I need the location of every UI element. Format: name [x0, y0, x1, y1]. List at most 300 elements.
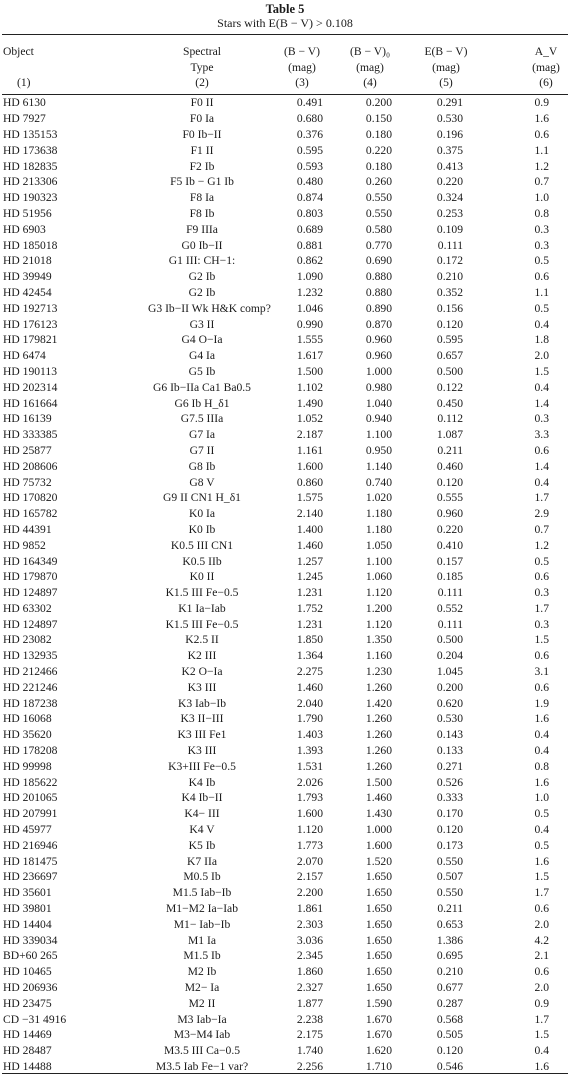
av-cell: 1.9 — [534, 696, 549, 710]
bv0-cell: 0.150 — [365, 112, 392, 126]
header-bv — [272, 44, 332, 91]
ebv-cell: 0.172 — [436, 254, 463, 268]
bv-cell: 2.303 — [296, 917, 323, 931]
header-ebv — [413, 44, 479, 91]
header-object-line3: (1) — [17, 76, 31, 89]
ebv-cell: 0.960 — [436, 507, 463, 521]
spectral-type-cell: G9 II CN1 H_δ1 — [163, 491, 241, 505]
bv0-cell: 1.000 — [365, 823, 392, 837]
av-cell: 0.6 — [534, 902, 549, 916]
bv0-cell: 1.650 — [365, 917, 392, 931]
av-cell: 1.7 — [534, 601, 549, 615]
spectral-type-cell: M2 Ib — [187, 965, 217, 979]
object-cell: HD 213306 — [3, 175, 58, 189]
spectral-type-cell: F0 II — [190, 96, 214, 110]
object-cell: HD 63302 — [3, 601, 52, 615]
spectral-type-cell: K3 II−III — [180, 712, 224, 726]
av-cell: 0.4 — [534, 823, 549, 837]
object-cell: HD 135153 — [3, 127, 58, 141]
av-cell: 0.7 — [534, 522, 549, 536]
ebv-cell: 0.109 — [436, 222, 463, 236]
header-ebv-line1: E(B − V) — [424, 45, 468, 58]
table-row — [0, 395, 570, 411]
bv0-cell: 0.180 — [365, 127, 392, 141]
bv0-cell: 0.960 — [365, 333, 392, 347]
bv0-cell: 1.260 — [365, 744, 392, 758]
bv-cell: 1.403 — [296, 728, 323, 742]
ebv-cell: 0.157 — [436, 554, 463, 568]
av-cell: 0.5 — [534, 838, 549, 852]
av-cell: 0.6 — [534, 570, 549, 584]
bv-cell: 2.200 — [296, 886, 323, 900]
bv-cell: 1.460 — [296, 538, 323, 552]
object-cell: HD 75732 — [3, 475, 52, 489]
table-subtitle: Stars with E(B − V) > 0.108 — [217, 16, 353, 30]
table-row — [0, 837, 570, 853]
table-row — [0, 300, 570, 316]
object-cell: HD 16068 — [3, 712, 52, 726]
bv0-cell: 1.600 — [365, 838, 392, 852]
bv-cell: 3.036 — [296, 933, 323, 947]
av-cell: 1.6 — [534, 712, 549, 726]
bv0-cell: 0.880 — [365, 270, 392, 284]
table-row — [0, 948, 570, 964]
av-cell: 0.4 — [534, 744, 549, 758]
bv0-cell: 1.430 — [365, 807, 392, 821]
av-cell: 0.6 — [534, 649, 549, 663]
bv0-cell: 1.060 — [365, 570, 392, 584]
ebv-cell: 0.657 — [436, 349, 463, 363]
ebv-cell: 0.287 — [436, 996, 463, 1010]
spectral-type-cell: G7.5 IIIa — [180, 412, 224, 426]
bv0-cell: 1.100 — [365, 554, 392, 568]
spectral-type-cell: F8 Ia — [189, 191, 215, 205]
object-cell: HD 35620 — [3, 728, 52, 742]
ebv-cell: 0.550 — [436, 854, 463, 868]
table-row — [0, 332, 570, 348]
bv-cell: 2.070 — [296, 854, 323, 868]
object-cell: HD 179821 — [3, 333, 58, 347]
av-cell: 0.9 — [534, 996, 549, 1010]
ebv-cell: 0.111 — [437, 617, 463, 631]
av-cell: 0.6 — [534, 270, 549, 284]
header-object-line2 — [3, 60, 143, 76]
av-cell: 0.7 — [534, 175, 549, 189]
table-body — [0, 95, 570, 1072]
spectral-type-cell: K7 IIa — [187, 854, 217, 868]
av-cell: 1.7 — [534, 491, 549, 505]
spectral-type-cell: M0.5 Ib — [183, 870, 221, 884]
av-cell: 1.5 — [534, 870, 549, 884]
bottom-rule — [2, 1073, 568, 1074]
table-row — [0, 158, 570, 174]
bv-cell: 1.773 — [296, 838, 323, 852]
spectral-type-cell: G4 Ia — [188, 349, 216, 363]
table-row — [0, 885, 570, 901]
table-row — [0, 869, 570, 885]
av-cell: 0.8 — [534, 759, 549, 773]
bv-cell: 1.790 — [296, 712, 323, 726]
ebv-cell: 1.386 — [436, 933, 463, 947]
object-cell: HD 23082 — [3, 633, 52, 647]
bv0-cell: 1.180 — [365, 522, 392, 536]
spectral-type-cell: M1.5 Iab−Ib — [172, 886, 232, 900]
table-row — [0, 664, 570, 680]
spectral-type-cell: K1.5 III Fe−0.5 — [165, 617, 239, 631]
ebv-cell: 0.555 — [436, 491, 463, 505]
spectral-type-cell: F9 IIIa — [186, 222, 218, 236]
bv-cell: 0.881 — [296, 238, 323, 252]
table-row — [0, 964, 570, 980]
spectral-type-cell: K3+III Fe−0.5 — [168, 759, 236, 773]
object-cell: HD 165782 — [3, 507, 58, 521]
bv-cell: 1.575 — [296, 491, 323, 505]
bv-cell: 0.491 — [296, 96, 323, 110]
header-bv0-line2: (mag) — [356, 60, 384, 74]
ebv-cell: 1.045 — [436, 665, 463, 679]
table-row — [0, 727, 570, 743]
bv-cell: 1.232 — [296, 285, 323, 299]
header-object — [3, 44, 143, 91]
object-cell: HD 182835 — [3, 159, 58, 173]
bv0-cell: 0.550 — [365, 191, 392, 205]
header-bv-line3: (3) — [295, 76, 309, 89]
av-cell: 1.5 — [534, 633, 549, 647]
bv-cell: 0.680 — [296, 112, 323, 126]
bv-cell: 1.617 — [296, 349, 323, 363]
spectral-type-cell: M2− Ia — [184, 981, 220, 995]
object-cell: HD 51956 — [3, 206, 52, 220]
table-row — [0, 490, 570, 506]
ebv-cell: 0.120 — [436, 475, 463, 489]
ebv-cell: 0.530 — [436, 712, 463, 726]
spectral-type-cell: M1 Ia — [187, 933, 216, 947]
bv-cell: 1.861 — [296, 902, 323, 916]
header-spectral-line1: Spectral — [183, 45, 221, 58]
table-row — [0, 616, 570, 632]
spectral-type-cell: M3.5 Iab Fe−1 var? — [155, 1060, 249, 1073]
object-cell: HD 333385 — [3, 428, 58, 442]
bv-cell: 1.460 — [296, 680, 323, 694]
table-row — [0, 916, 570, 932]
bv0-cell: 1.650 — [365, 949, 392, 963]
spectral-type-cell: K1.5 III Fe−0.5 — [165, 586, 239, 600]
ebv-cell: 1.087 — [436, 428, 463, 442]
object-cell: HD 201065 — [3, 791, 58, 805]
ebv-cell: 0.677 — [436, 981, 463, 995]
ebv-cell: 0.324 — [436, 191, 463, 205]
av-cell: 0.3 — [534, 238, 549, 252]
table-row — [0, 711, 570, 727]
bv-cell: 1.257 — [296, 554, 323, 568]
bv0-cell: 0.200 — [365, 96, 392, 110]
bv-cell: 1.500 — [296, 364, 323, 378]
av-cell: 0.8 — [534, 206, 549, 220]
ebv-cell: 0.112 — [437, 412, 463, 426]
spectral-type-cell: G7 II — [189, 443, 215, 457]
table-row — [0, 253, 570, 269]
spectral-type-cell: F8 Ib — [189, 206, 215, 220]
bv-cell: 1.102 — [296, 380, 323, 394]
av-cell: 1.7 — [534, 1012, 549, 1026]
av-cell: 2.9 — [534, 507, 549, 521]
bv-cell: 1.600 — [296, 459, 323, 473]
table-row — [0, 142, 570, 158]
spectral-type-cell: F0 Ib−II — [182, 127, 222, 141]
table-row — [0, 695, 570, 711]
table-row — [0, 206, 570, 222]
object-cell: HD 192713 — [3, 301, 58, 315]
bv-cell: 2.187 — [296, 428, 323, 442]
object-cell: HD 185018 — [3, 238, 58, 252]
spectral-type-cell: F0 Ia — [189, 112, 215, 126]
bv0-cell: 1.160 — [365, 649, 392, 663]
table-row — [0, 743, 570, 759]
spectral-type-cell: K2.5 II — [185, 633, 219, 647]
bv0-cell: 1.020 — [365, 491, 392, 505]
ebv-cell: 0.450 — [436, 396, 463, 410]
header-av-line1: A_V — [534, 45, 558, 58]
spectral-type-cell: G8 Ib — [188, 459, 216, 473]
ebv-cell: 0.550 — [436, 886, 463, 900]
bv0-cell: 1.230 — [365, 665, 392, 679]
bv0-cell: 1.350 — [365, 633, 392, 647]
av-cell: 1.7 — [534, 886, 549, 900]
header-bv0 — [338, 44, 402, 91]
bv-cell: 1.052 — [296, 412, 323, 426]
spectral-type-cell: M3−M4 Iab — [173, 1028, 231, 1042]
table-row — [0, 601, 570, 617]
spectral-type-cell: G7 Ia — [188, 428, 216, 442]
bv0-cell: 0.950 — [365, 443, 392, 457]
spectral-type-cell: K3 III Fe1 — [177, 728, 227, 742]
bv0-cell: 0.870 — [365, 317, 392, 331]
av-cell: 1.2 — [534, 159, 549, 173]
ebv-cell: 0.352 — [436, 285, 463, 299]
ebv-cell: 0.526 — [436, 775, 463, 789]
object-cell: HD 14469 — [3, 1028, 52, 1042]
ebv-cell: 0.133 — [436, 744, 463, 758]
spectral-type-cell: G3 II — [189, 317, 215, 331]
header-av-line2: (mag) — [532, 60, 560, 74]
object-cell: HD 161664 — [3, 396, 58, 410]
bv-cell: 0.990 — [296, 317, 323, 331]
spectral-type-cell: M1− Iab−Ib — [173, 917, 231, 931]
object-cell: HD 39801 — [3, 902, 52, 916]
av-cell: 0.6 — [534, 965, 549, 979]
table-row — [0, 553, 570, 569]
bv-cell: 1.793 — [296, 791, 323, 805]
spectral-type-cell: F2 Ib — [189, 159, 215, 173]
table-row — [0, 806, 570, 822]
bv0-cell: 1.650 — [365, 981, 392, 995]
object-cell: CD −31 4916 — [3, 1012, 67, 1026]
spectral-type-cell: K3 III — [187, 680, 217, 694]
object-cell: HD 207991 — [3, 807, 58, 821]
spectral-type-cell: M3 Iab−Ia — [177, 1012, 227, 1026]
table-row — [0, 221, 570, 237]
av-cell: 0.4 — [534, 1044, 549, 1058]
ebv-cell: 0.120 — [436, 317, 463, 331]
header-av-line3: (6) — [539, 76, 553, 89]
header-ebv-line2: (mag) — [432, 60, 460, 74]
table-row — [0, 1011, 570, 1027]
spectral-type-cell: G2 Ib — [188, 285, 216, 299]
object-cell: HD 216946 — [3, 838, 58, 852]
spectral-type-cell: G3 Ib−II Wk H&K comp? — [148, 301, 271, 315]
table-row — [0, 901, 570, 917]
bv-cell: 1.393 — [296, 744, 323, 758]
header-bv-line1: (B − V) — [284, 45, 320, 58]
bv-cell: 0.860 — [296, 475, 323, 489]
header-spectral-line2: Type — [190, 60, 214, 74]
bv0-cell: 1.650 — [365, 933, 392, 947]
ebv-cell: 0.220 — [436, 175, 463, 189]
header-ebv-line3: (5) — [439, 76, 453, 89]
bv-cell: 1.877 — [296, 996, 323, 1010]
bv-cell: 2.140 — [296, 507, 323, 521]
spectral-type-cell: G6 Ib−IIa Ca1 Ba0.5 — [153, 380, 251, 394]
header-bv0-line1: (B − V)₀ — [350, 45, 390, 58]
bv-cell: 0.874 — [296, 191, 323, 205]
bv0-cell: 0.220 — [365, 143, 392, 157]
object-cell: HD 35601 — [3, 886, 52, 900]
object-cell: HD 14488 — [3, 1060, 52, 1073]
bv-cell: 1.740 — [296, 1044, 323, 1058]
av-cell: 0.4 — [534, 380, 549, 394]
av-cell: 1.1 — [534, 285, 549, 299]
bv-cell: 0.803 — [296, 206, 323, 220]
ebv-cell: 0.410 — [436, 538, 463, 552]
ebv-cell: 0.546 — [436, 1060, 463, 1073]
av-cell: 3.1 — [534, 665, 549, 679]
spectral-type-cell: M1−M2 Ia−Iab — [166, 902, 238, 916]
object-cell: HD 23475 — [3, 996, 52, 1010]
bv-cell: 2.275 — [296, 665, 323, 679]
table-row — [0, 1043, 570, 1059]
bv-cell: 2.345 — [296, 949, 323, 963]
bv0-cell: 0.960 — [365, 349, 392, 363]
table-row — [0, 285, 570, 301]
spectral-type-cell: K2 III — [187, 649, 217, 663]
bv0-cell: 1.140 — [365, 459, 392, 473]
av-cell: 0.9 — [534, 96, 549, 110]
table-row — [0, 679, 570, 695]
header-spectral-type — [148, 44, 256, 91]
spectral-type-cell: G0 Ib−II — [181, 238, 223, 252]
header-av — [523, 44, 569, 91]
ebv-cell: 0.530 — [436, 112, 463, 126]
av-cell: 1.0 — [534, 791, 549, 805]
table-row — [0, 111, 570, 127]
table-row — [0, 822, 570, 838]
bv0-cell: 1.670 — [365, 1012, 392, 1026]
spectral-type-cell: K0 Ia — [188, 507, 216, 521]
bv0-cell: 0.740 — [365, 475, 392, 489]
bv0-cell: 1.260 — [365, 712, 392, 726]
bv-cell: 2.157 — [296, 870, 323, 884]
av-cell: 0.6 — [534, 443, 549, 457]
table-row — [0, 458, 570, 474]
ebv-cell: 0.120 — [436, 823, 463, 837]
table-row — [0, 1027, 570, 1043]
bv0-cell: 1.050 — [365, 538, 392, 552]
ebv-cell: 0.122 — [436, 380, 463, 394]
av-cell: 1.8 — [534, 333, 549, 347]
av-cell: 1.5 — [534, 1028, 549, 1042]
av-cell: 1.6 — [534, 854, 549, 868]
table-row — [0, 95, 570, 111]
table-row — [0, 237, 570, 253]
av-cell: 0.4 — [534, 317, 549, 331]
header-object-line1: Object — [3, 45, 34, 58]
object-cell: HD 21018 — [3, 254, 52, 268]
bv0-cell: 0.890 — [365, 301, 392, 315]
object-cell: HD 124897 — [3, 617, 58, 631]
table-row — [0, 774, 570, 790]
ebv-cell: 0.211 — [437, 902, 463, 916]
bv-cell: 2.026 — [296, 775, 323, 789]
bv0-cell: 0.180 — [365, 159, 392, 173]
bv-cell: 0.595 — [296, 143, 323, 157]
spectral-type-cell: F5 Ib − G1 Ib — [170, 175, 234, 189]
bv-cell: 1.090 — [296, 270, 323, 284]
table-row — [0, 379, 570, 395]
ebv-cell: 0.185 — [436, 570, 463, 584]
ebv-cell: 0.507 — [436, 870, 463, 884]
bv-cell: 0.689 — [296, 222, 323, 236]
ebv-cell: 0.505 — [436, 1028, 463, 1042]
bv0-cell: 0.980 — [365, 380, 392, 394]
object-cell: HD 99998 — [3, 759, 52, 773]
ebv-cell: 0.143 — [436, 728, 463, 742]
spectral-type-cell: G2 Ib — [188, 270, 216, 284]
bv-cell: 1.364 — [296, 649, 323, 663]
ebv-cell: 0.653 — [436, 917, 463, 931]
table-row — [0, 853, 570, 869]
bv-cell: 1.600 — [296, 807, 323, 821]
bv0-cell: 1.650 — [365, 965, 392, 979]
ebv-cell: 0.253 — [436, 206, 463, 220]
spectral-type-cell: K4 V — [189, 823, 215, 837]
ebv-cell: 0.170 — [436, 807, 463, 821]
object-cell: HD 179870 — [3, 570, 58, 584]
spectral-type-cell: M1.5 Ib — [183, 949, 221, 963]
bv0-cell: 0.550 — [365, 206, 392, 220]
bv0-cell: 1.650 — [365, 902, 392, 916]
table-row — [0, 537, 570, 553]
bv0-cell: 1.260 — [365, 759, 392, 773]
bv0-cell: 0.580 — [365, 222, 392, 236]
bv0-cell: 1.100 — [365, 428, 392, 442]
ebv-cell: 0.156 — [436, 301, 463, 315]
table-row — [0, 443, 570, 459]
bv0-cell: 1.420 — [365, 696, 392, 710]
object-cell: HD 185622 — [3, 775, 58, 789]
table-row — [0, 190, 570, 206]
table-row — [0, 269, 570, 285]
table-row — [0, 411, 570, 427]
bv-cell: 2.238 — [296, 1012, 323, 1026]
table-row — [0, 758, 570, 774]
object-cell: HD 190113 — [3, 364, 57, 378]
table-row — [0, 427, 570, 443]
ebv-cell: 0.204 — [436, 649, 463, 663]
header-bv0-line3: (4) — [363, 76, 377, 89]
ebv-cell: 0.220 — [436, 522, 463, 536]
object-cell: HD 339034 — [3, 933, 58, 947]
av-cell: 0.4 — [534, 475, 549, 489]
